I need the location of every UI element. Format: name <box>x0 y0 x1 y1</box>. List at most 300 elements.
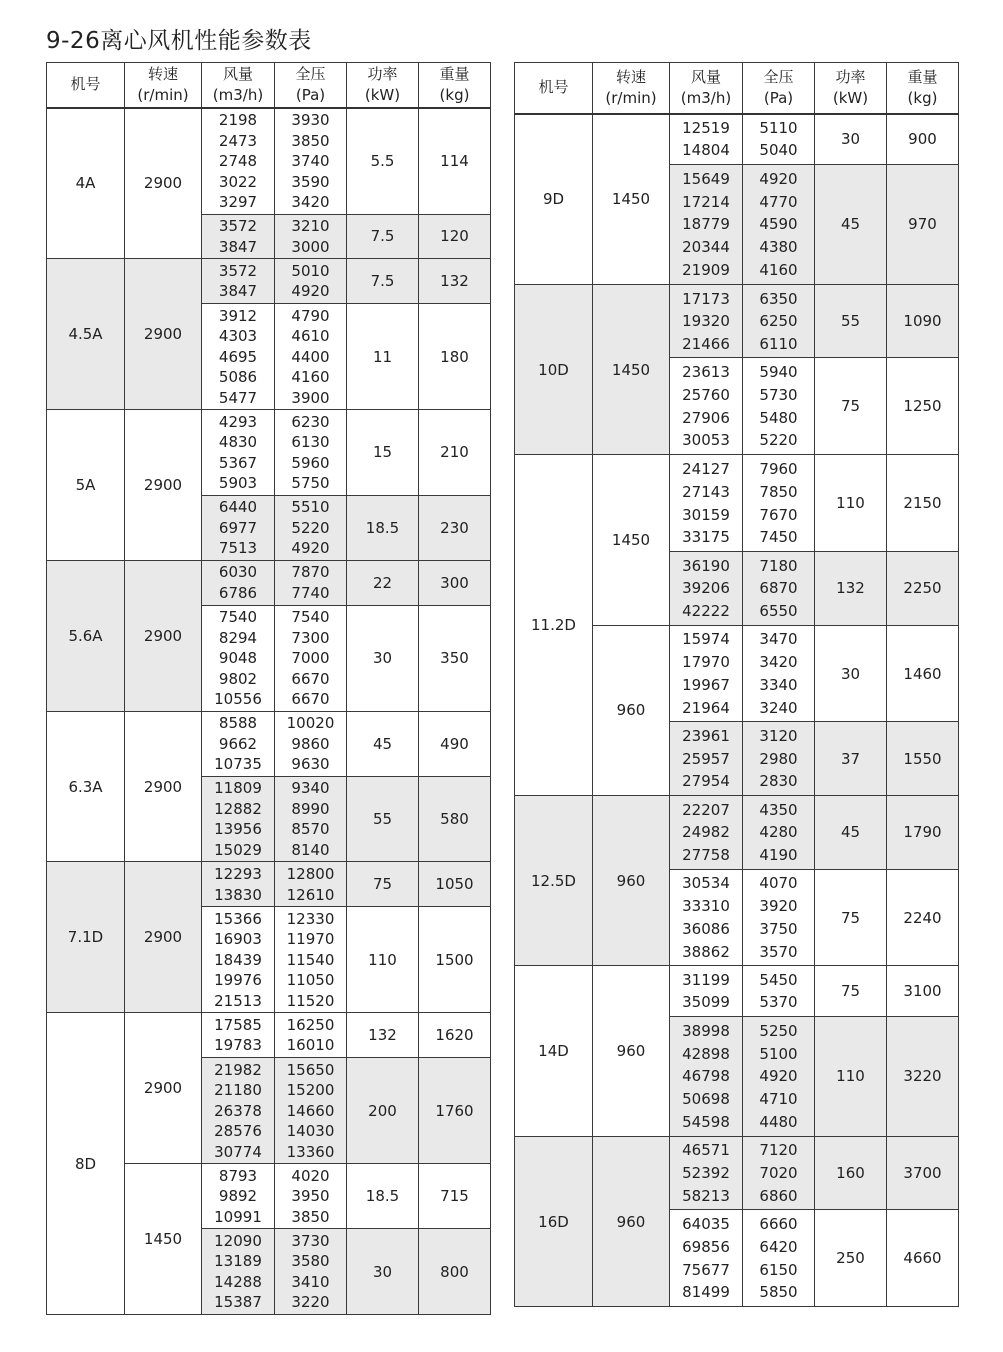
pressure-value: 4380 <box>759 238 798 257</box>
column-header <box>347 63 419 108</box>
airflow-value: 3847 <box>218 237 258 256</box>
pressure-cell <box>743 1016 815 1136</box>
column-header <box>419 63 491 108</box>
pressure-value: 4280 <box>759 823 798 842</box>
pressure-value: 7180 <box>759 556 798 575</box>
pressure-values <box>275 109 346 214</box>
page-title: 9-26离心风机性能参数表 <box>46 28 312 54</box>
airflow-value: 52392 <box>682 1164 730 1183</box>
column-header-name: 转速 <box>615 67 646 86</box>
airflow-value: 19976 <box>214 971 262 990</box>
pressure-value: 5510 <box>291 498 330 517</box>
pressure-values <box>743 870 814 966</box>
speed-cell: 1450 <box>593 284 670 454</box>
power-cell: 75 <box>815 966 887 1016</box>
pressure-values <box>743 796 814 869</box>
airflow-values <box>202 1229 274 1314</box>
pressure-values <box>275 862 346 906</box>
pressure-value: 3590 <box>291 172 330 191</box>
pressure-values <box>743 358 814 454</box>
airflow-value: 3297 <box>218 193 258 211</box>
power-cell: 110 <box>815 455 887 552</box>
airflow-value: 5477 <box>218 388 258 407</box>
airflow-values <box>202 561 274 605</box>
pressure-value: 5480 <box>759 408 798 427</box>
weight-cell: 2240 <box>887 869 959 966</box>
airflow-cell <box>670 625 743 722</box>
airflow-cell <box>202 304 275 410</box>
pressure-value: 5220 <box>291 518 330 537</box>
pressure-value: 14660 <box>286 1101 335 1120</box>
column-header-unit: (kg) <box>907 88 938 107</box>
airflow-value: 30534 <box>682 874 730 893</box>
weight-cell: 1620 <box>419 1013 491 1058</box>
airflow-value: 46571 <box>682 1141 730 1160</box>
weight-cell: 350 <box>419 605 491 711</box>
weight-cell: 1050 <box>419 862 491 907</box>
airflow-value: 9662 <box>218 734 258 753</box>
pressure-value: 3420 <box>291 193 330 211</box>
airflow-values <box>202 1164 274 1228</box>
column-header-name: 功率 <box>367 64 398 83</box>
pressure-value: 6660 <box>759 1215 798 1234</box>
airflow-value: 39206 <box>682 579 730 598</box>
airflow-value: 19967 <box>682 675 730 694</box>
airflow-value: 14804 <box>682 141 730 160</box>
airflow-value: 36086 <box>682 919 730 938</box>
table-row <box>515 1136 959 1210</box>
pressure-value: 10020 <box>286 714 335 733</box>
airflow-cell <box>670 869 743 966</box>
pressure-value: 2830 <box>759 772 798 791</box>
weight-cell: 230 <box>419 495 491 560</box>
pressure-values <box>275 1058 346 1163</box>
table-row <box>47 1013 491 1058</box>
column-header-unit: (kW) <box>832 88 869 107</box>
pressure-value: 5370 <box>759 993 798 1012</box>
airflow-value: 12293 <box>214 865 262 884</box>
column-header-unit: (r/min) <box>605 88 657 107</box>
airflow-cell <box>670 966 743 1016</box>
airflow-values <box>202 410 274 495</box>
airflow-value: 12519 <box>682 118 730 137</box>
pressure-cell <box>275 1013 347 1058</box>
airflow-value: 4695 <box>218 347 258 366</box>
pressure-value: 4610 <box>291 327 330 346</box>
airflow-values <box>670 285 742 358</box>
airflow-cell <box>202 560 275 605</box>
speed-cell: 960 <box>593 796 670 966</box>
airflow-values <box>670 626 742 722</box>
airflow-value: 3847 <box>218 282 258 301</box>
pressure-values <box>743 552 814 625</box>
pressure-value: 5730 <box>759 385 798 404</box>
airflow-value: 35099 <box>682 993 730 1012</box>
airflow-value: 17214 <box>682 192 730 211</box>
airflow-value: 5903 <box>218 474 258 493</box>
airflow-values <box>202 777 274 862</box>
airflow-value: 3022 <box>218 172 258 191</box>
airflow-values <box>670 455 742 551</box>
airflow-cell <box>202 214 275 259</box>
pressure-cell <box>275 410 347 496</box>
pressure-values <box>275 1164 346 1228</box>
table-header-row <box>515 63 959 114</box>
airflow-value: 10991 <box>214 1207 262 1226</box>
airflow-value: 6786 <box>218 584 258 603</box>
pressure-value: 4070 <box>759 874 798 893</box>
pressure-value: 5010 <box>291 261 330 280</box>
airflow-cell <box>670 1210 743 1307</box>
airflow-value: 13189 <box>214 1252 262 1271</box>
airflow-value: 5367 <box>218 453 258 472</box>
airflow-value: 2198 <box>218 111 258 129</box>
pressure-values <box>275 777 346 862</box>
table-row <box>47 560 491 605</box>
airflow-value: 23961 <box>682 727 730 746</box>
airflow-value: 21909 <box>682 261 730 280</box>
airflow-value: 26378 <box>214 1101 262 1120</box>
pressure-value: 3240 <box>759 698 798 717</box>
pressure-value: 3580 <box>291 1252 330 1271</box>
power-cell: 11 <box>347 304 419 410</box>
model-cell: 8D <box>47 1013 125 1315</box>
fan-performance-table-right <box>514 62 959 1307</box>
airflow-cell <box>202 1013 275 1058</box>
airflow-cell <box>670 722 743 796</box>
airflow-value: 46798 <box>682 1067 730 1086</box>
weight-cell: 132 <box>419 259 491 304</box>
power-cell: 200 <box>347 1058 419 1164</box>
weight-cell: 114 <box>419 108 491 215</box>
pressure-value: 4350 <box>759 800 798 819</box>
weight-cell: 715 <box>419 1164 491 1229</box>
power-cell: 250 <box>815 1210 887 1307</box>
pressure-value: 6110 <box>759 334 798 353</box>
pressure-value: 3000 <box>291 237 330 256</box>
airflow-value: 2748 <box>218 152 258 170</box>
airflow-value: 4293 <box>218 412 258 431</box>
pressure-value: 7670 <box>759 505 798 524</box>
power-cell: 37 <box>815 722 887 796</box>
airflow-cell <box>202 776 275 862</box>
model-cell: 7.1D <box>47 862 125 1013</box>
airflow-value: 33310 <box>682 897 730 916</box>
power-cell: 5.5 <box>347 108 419 215</box>
airflow-value: 9892 <box>218 1187 258 1206</box>
column-header <box>515 63 593 114</box>
weight-cell: 1250 <box>887 358 959 455</box>
pressure-value: 3920 <box>759 897 798 916</box>
column-header-name: 全压 <box>295 64 326 83</box>
pressure-values <box>743 455 814 551</box>
airflow-value: 17585 <box>214 1015 262 1034</box>
power-cell: 7.5 <box>347 259 419 304</box>
speed-cell: 2900 <box>125 862 202 1013</box>
power-cell: 75 <box>347 862 419 907</box>
weight-cell: 1090 <box>887 284 959 358</box>
airflow-value: 11809 <box>214 779 262 798</box>
weight-cell: 120 <box>419 214 491 259</box>
pressure-value: 11050 <box>286 971 335 990</box>
column-header <box>202 63 275 108</box>
power-cell: 7.5 <box>347 214 419 259</box>
airflow-value: 15366 <box>214 909 262 928</box>
airflow-value: 21180 <box>214 1081 262 1100</box>
airflow-value: 25957 <box>682 749 730 768</box>
speed-cell: 2900 <box>125 560 202 711</box>
weight-cell: 970 <box>887 164 959 284</box>
airflow-values <box>670 966 742 1015</box>
power-cell: 132 <box>347 1013 419 1058</box>
airflow-cell <box>202 108 275 215</box>
table-header-row <box>47 63 491 108</box>
pressure-cell <box>743 552 815 626</box>
pressure-cell <box>743 1210 815 1307</box>
table-row <box>47 108 491 215</box>
pressure-value: 3900 <box>291 388 330 407</box>
weight-cell: 800 <box>419 1229 491 1315</box>
airflow-values <box>202 496 274 560</box>
model-cell: 16D <box>515 1136 593 1306</box>
airflow-value: 12882 <box>214 799 262 818</box>
airflow-value: 6440 <box>218 498 258 517</box>
pressure-value: 4920 <box>759 1067 798 1086</box>
airflow-value: 38998 <box>682 1021 730 1040</box>
table-row <box>515 114 959 165</box>
airflow-value: 27758 <box>682 845 730 864</box>
power-cell: 110 <box>347 907 419 1013</box>
pressure-values <box>743 1210 814 1306</box>
weight-cell: 210 <box>419 410 491 496</box>
airflow-values <box>202 862 274 906</box>
airflow-cell <box>670 1016 743 1136</box>
table-row <box>515 796 959 870</box>
pressure-cell <box>743 869 815 966</box>
pressure-value: 3410 <box>291 1272 330 1291</box>
airflow-value: 31199 <box>682 970 730 989</box>
pressure-value: 7870 <box>291 563 330 582</box>
airflow-values <box>670 552 742 625</box>
pressure-value: 12330 <box>286 909 335 928</box>
pressure-cell <box>275 605 347 711</box>
airflow-value: 23613 <box>682 363 730 382</box>
airflow-value: 2473 <box>218 131 258 150</box>
airflow-value: 38862 <box>682 942 730 961</box>
power-cell: 160 <box>815 1136 887 1210</box>
airflow-value: 30774 <box>214 1142 262 1161</box>
power-cell: 22 <box>347 560 419 605</box>
pressure-value: 3740 <box>291 152 330 170</box>
airflow-values <box>670 358 742 454</box>
airflow-value: 33175 <box>682 528 730 547</box>
pressure-cell <box>275 304 347 410</box>
pressure-value: 3420 <box>759 653 798 672</box>
weight-cell: 2150 <box>887 455 959 552</box>
weight-cell: 1790 <box>887 796 959 870</box>
pressure-value: 15650 <box>286 1060 335 1079</box>
pressure-value: 4480 <box>759 1112 798 1131</box>
pressure-value: 5960 <box>291 453 330 472</box>
airflow-value: 30159 <box>682 505 730 524</box>
model-cell: 12.5D <box>515 796 593 966</box>
airflow-value: 50698 <box>682 1090 730 1109</box>
airflow-value: 18439 <box>214 950 262 969</box>
column-header <box>670 63 743 114</box>
column-header-name: 机号 <box>538 78 569 97</box>
model-cell: 11.2D <box>515 455 593 796</box>
pressure-value: 6420 <box>759 1237 798 1256</box>
column-header <box>743 63 815 114</box>
airflow-value: 7513 <box>218 539 258 558</box>
airflow-value: 5086 <box>218 368 258 387</box>
airflow-values <box>202 304 274 409</box>
speed-cell: 2900 <box>125 259 202 410</box>
column-header-unit: (kW) <box>364 85 401 104</box>
airflow-value: 20344 <box>682 238 730 257</box>
power-cell: 30 <box>347 1229 419 1315</box>
airflow-values <box>670 1017 742 1136</box>
pressure-value: 9860 <box>291 734 330 753</box>
pressure-value: 4770 <box>759 192 798 211</box>
pressure-value: 14030 <box>286 1122 335 1141</box>
pressure-value: 11520 <box>286 991 335 1010</box>
pressure-value: 3570 <box>759 942 798 961</box>
airflow-value: 4830 <box>218 433 258 452</box>
power-cell: 15 <box>347 410 419 496</box>
airflow-value: 19783 <box>214 1036 262 1055</box>
speed-cell: 2900 <box>125 410 202 561</box>
weight-cell: 580 <box>419 776 491 862</box>
airflow-cell <box>670 164 743 284</box>
pressure-values <box>275 907 346 1012</box>
airflow-value: 28576 <box>214 1122 262 1141</box>
pressure-values <box>743 1137 814 1210</box>
airflow-cell <box>202 495 275 560</box>
airflow-values <box>202 1013 274 1057</box>
pressure-value: 6550 <box>759 602 798 620</box>
pressure-cell <box>275 495 347 560</box>
airflow-value: 81499 <box>682 1283 730 1302</box>
airflow-value: 75677 <box>682 1260 730 1279</box>
speed-cell: 2900 <box>125 711 202 862</box>
airflow-values <box>202 109 274 214</box>
pressure-value: 16010 <box>286 1036 335 1055</box>
pressure-value: 12610 <box>286 885 335 904</box>
pressure-value: 5100 <box>759 1044 798 1063</box>
pressure-value: 11970 <box>286 930 335 949</box>
pressure-values <box>275 561 346 605</box>
airflow-value: 18779 <box>682 215 730 234</box>
pressure-value: 6870 <box>759 579 798 598</box>
pressure-cell <box>743 722 815 796</box>
pressure-cell <box>275 907 347 1013</box>
pressure-value: 7000 <box>291 649 330 668</box>
airflow-values <box>670 796 742 869</box>
airflow-value: 17970 <box>682 653 730 672</box>
pressure-value: 4790 <box>291 306 330 325</box>
airflow-value: 58213 <box>682 1186 730 1205</box>
pressure-value: 4710 <box>759 1090 798 1109</box>
airflow-cell <box>670 358 743 455</box>
airflow-values <box>670 115 742 164</box>
airflow-value: 27954 <box>682 772 730 791</box>
pressure-value: 6670 <box>291 669 330 688</box>
pressure-values <box>275 712 346 776</box>
pressure-value: 9630 <box>291 755 330 774</box>
pressure-value: 7450 <box>759 528 798 547</box>
weight-cell: 1500 <box>419 907 491 1013</box>
pressure-value: 4920 <box>291 282 330 301</box>
power-cell: 18.5 <box>347 495 419 560</box>
airflow-value: 3912 <box>218 306 258 325</box>
model-cell: 6.3A <box>47 711 125 862</box>
pressure-cell <box>743 164 815 284</box>
pressure-value: 6350 <box>759 289 798 308</box>
airflow-value: 27906 <box>682 408 730 427</box>
pressure-value: 5850 <box>759 1283 798 1302</box>
column-header-name: 风量 <box>690 67 721 86</box>
pressure-value: 5220 <box>759 431 798 450</box>
pressure-cell <box>275 1164 347 1229</box>
pressure-value: 4920 <box>291 539 330 558</box>
pressure-value: 5250 <box>759 1021 798 1040</box>
power-cell: 75 <box>815 869 887 966</box>
weight-cell: 1460 <box>887 625 959 722</box>
airflow-value: 8793 <box>218 1166 258 1185</box>
weight-cell: 3700 <box>887 1136 959 1210</box>
airflow-cell <box>202 1058 275 1164</box>
airflow-value: 21466 <box>682 334 730 353</box>
pressure-value: 8570 <box>291 820 330 839</box>
pressure-cell <box>743 966 815 1016</box>
pressure-cell <box>275 1058 347 1164</box>
column-header-unit: (Pa) <box>295 85 326 104</box>
airflow-cell <box>202 907 275 1013</box>
pressure-values <box>743 165 814 284</box>
power-cell: 75 <box>815 358 887 455</box>
airflow-values <box>670 165 742 284</box>
airflow-value: 6977 <box>218 518 258 537</box>
pressure-value: 3950 <box>291 1187 330 1206</box>
speed-cell: 960 <box>593 966 670 1136</box>
pressure-value: 3340 <box>759 675 798 694</box>
airflow-value: 13830 <box>214 885 262 904</box>
airflow-value: 21513 <box>214 991 262 1010</box>
airflow-values <box>202 259 274 303</box>
speed-cell: 1450 <box>125 1164 202 1315</box>
power-cell: 45 <box>347 711 419 776</box>
column-header-name: 重量 <box>907 67 938 86</box>
pressure-cell <box>275 776 347 862</box>
model-cell: 4.5A <box>47 259 125 410</box>
speed-cell: 2900 <box>125 108 202 259</box>
pressure-value: 6230 <box>291 412 330 431</box>
pressure-value: 6130 <box>291 433 330 452</box>
airflow-cell <box>202 259 275 304</box>
weight-cell: 900 <box>887 114 959 165</box>
pressure-value: 6860 <box>759 1186 798 1205</box>
power-cell: 30 <box>347 605 419 711</box>
pressure-value: 3220 <box>291 1293 330 1312</box>
airflow-value: 30053 <box>682 431 730 450</box>
pressure-value: 7120 <box>759 1141 798 1160</box>
pressure-values <box>275 606 346 711</box>
airflow-values <box>670 722 742 795</box>
pressure-value: 4590 <box>759 215 798 234</box>
pressure-value: 4190 <box>759 845 798 864</box>
pressure-value: 3850 <box>291 1207 330 1226</box>
